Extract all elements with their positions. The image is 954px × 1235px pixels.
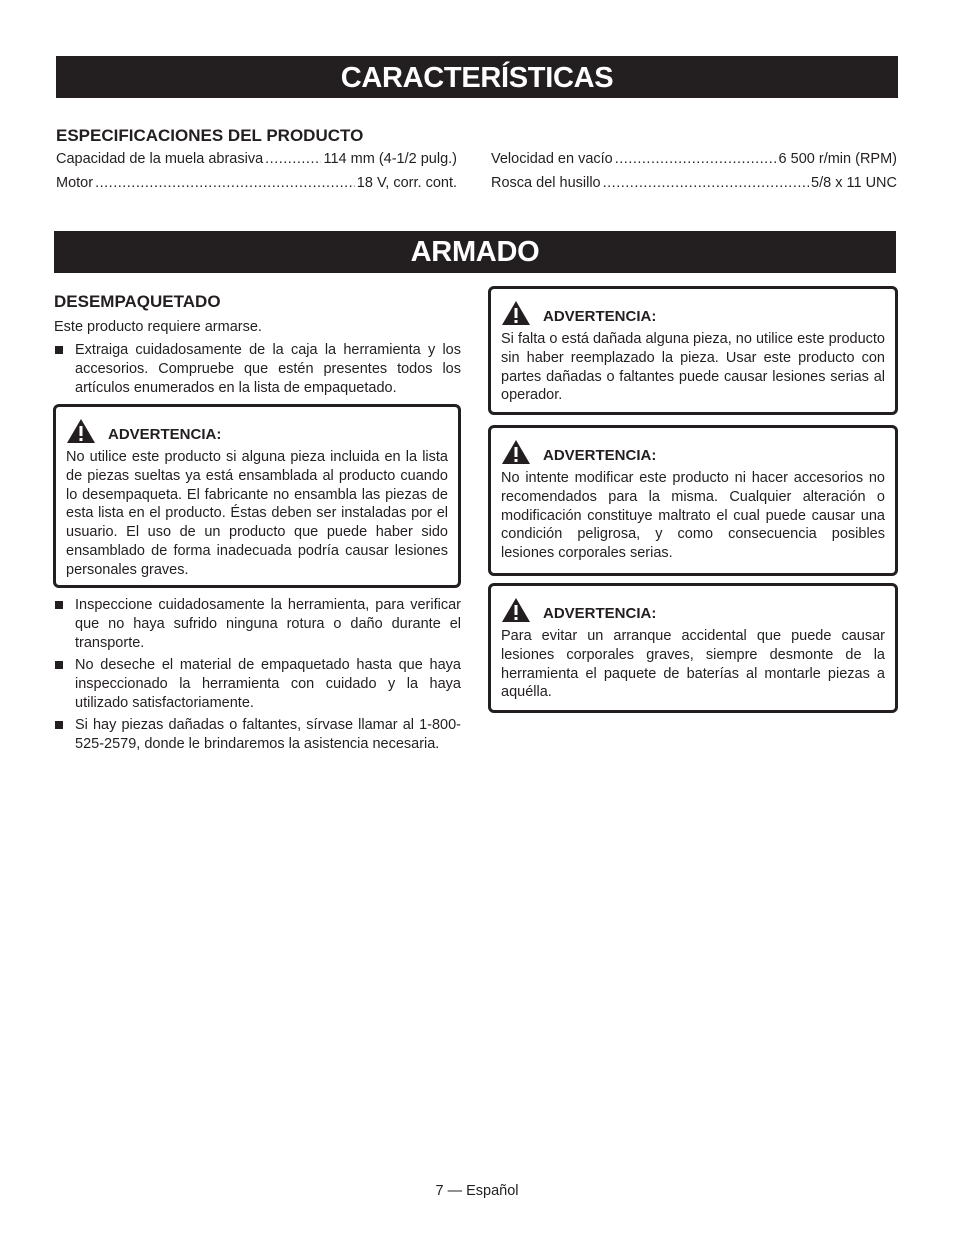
bullet-square-icon (55, 661, 63, 669)
warning-text: No intente modificar este producto ni hacer accesorios no recomendados para la misma. Cualquier alteración o modificación constituye maltrato el cual puede causar una condición peligrosa, y como consecuencia posibles lesiones corporales serias. (501, 470, 885, 562)
spec-label: Capacidad de la muela abrasiva (56, 151, 264, 167)
warning-box-missing-parts (488, 286, 898, 415)
warning-box-assembled-parts (53, 404, 461, 588)
warning-label: ADVERTENCIA: (108, 425, 222, 443)
warning-label: ADVERTENCIA: (543, 307, 657, 325)
warning-text: No utilice este producto si alguna pieza incluida en la lista de piezas sueltas ya está ensamblada al producto cuando lo desempaqueta. El fabricante no ensambla las piezas de esta lista en el producto. Éstas deben ser instaladas por el usuario. El uso de un producto que puede haber sido ensamblado de forma inadecuada podría causar lesiones personales graves. (66, 449, 448, 578)
spec-value: 5/8 x 11 UNC (811, 175, 897, 191)
warning-header (501, 300, 885, 326)
warning-label: ADVERTENCIA: (543, 446, 657, 464)
warning-box-battery (488, 583, 898, 713)
bullet-square-icon (55, 346, 63, 354)
bullet-text: Si hay piezas dañadas o faltantes, sírvase llamar al 1-800-525-2579, donde le brindaremos la asistencia necesaria. (75, 717, 461, 752)
spec-row-right-2 (491, 175, 897, 191)
dot-leader (95, 175, 355, 191)
spec-row-left-1 (56, 151, 457, 167)
spec-row-right-1 (491, 151, 897, 167)
bullet-text: Extraiga cuidadosamente de la caja la herramienta y los accesorios. Compruebe que estén presentes todos los artículos enumerados en la lista de empaquetado. (75, 342, 461, 396)
bullet-text: Inspeccione cuidadosamente la herramienta, para verificar que no haya sufrido ninguna rotura o daño durante el transporte. (75, 597, 461, 651)
warning-text: Para evitar un arranque accidental que puede causar lesiones corporales graves, siempre desmonte de la herramienta el paquete de baterías al montarle piezas a aquélla. (501, 628, 885, 701)
dot-leader (265, 151, 321, 167)
spec-label: Rosca del husillo (491, 175, 601, 191)
warning-header (66, 418, 448, 444)
caracteristicas-banner (56, 56, 898, 98)
dot-leader (603, 175, 809, 191)
spec-label: Velocidad en vacío (491, 151, 613, 167)
bullet-square-icon (55, 601, 63, 609)
armado-title: ARMADO (410, 236, 540, 268)
spec-label: Motor (56, 175, 94, 191)
list-item (54, 596, 461, 653)
warning-triangle-icon (501, 439, 531, 465)
list-item (54, 341, 461, 398)
bullet-text: No deseche el material de empaquetado hasta que haya inspeccionado la herramienta con cuidado y la haya utilizado satisfactoriamente. (75, 657, 461, 711)
spec-value: 6 500 r/min (RPM) (778, 151, 897, 167)
armado-banner (54, 231, 896, 273)
warning-label: ADVERTENCIA: (543, 604, 657, 622)
warning-header (501, 439, 885, 465)
caracteristicas-title: CARACTERÍSTICAS (340, 62, 614, 94)
warning-triangle-icon (501, 597, 531, 623)
dot-leader (615, 151, 777, 167)
intro-text: Este producto requiere armarse. (54, 319, 262, 335)
spec-row-left-2 (56, 175, 457, 191)
warning-triangle-icon (501, 300, 531, 326)
page-footer: 7 — Español (435, 1183, 519, 1199)
spec-value: 18 V, corr. cont. (356, 175, 457, 191)
list-item (54, 656, 461, 713)
unpack-heading: DESEMPAQUETADO (54, 292, 221, 311)
spec-value: 114 mm (4-1/2 pulg.) (323, 151, 457, 167)
inspection-bullet-list (54, 596, 461, 754)
unpack-bullet-list (54, 341, 461, 398)
list-item (54, 716, 461, 754)
specs-heading: ESPECIFICACIONES DEL PRODUCTO (56, 126, 364, 145)
bullet-square-icon (55, 721, 63, 729)
warning-header (501, 597, 885, 623)
warning-triangle-icon (66, 418, 96, 444)
warning-box-modification (488, 425, 898, 576)
warning-text: Si falta o está dañada alguna pieza, no utilice este producto sin haber reemplazado la pieza. Usar este producto con partes dañadas o faltantes puede causar lesiones serias al operador. (501, 331, 885, 404)
